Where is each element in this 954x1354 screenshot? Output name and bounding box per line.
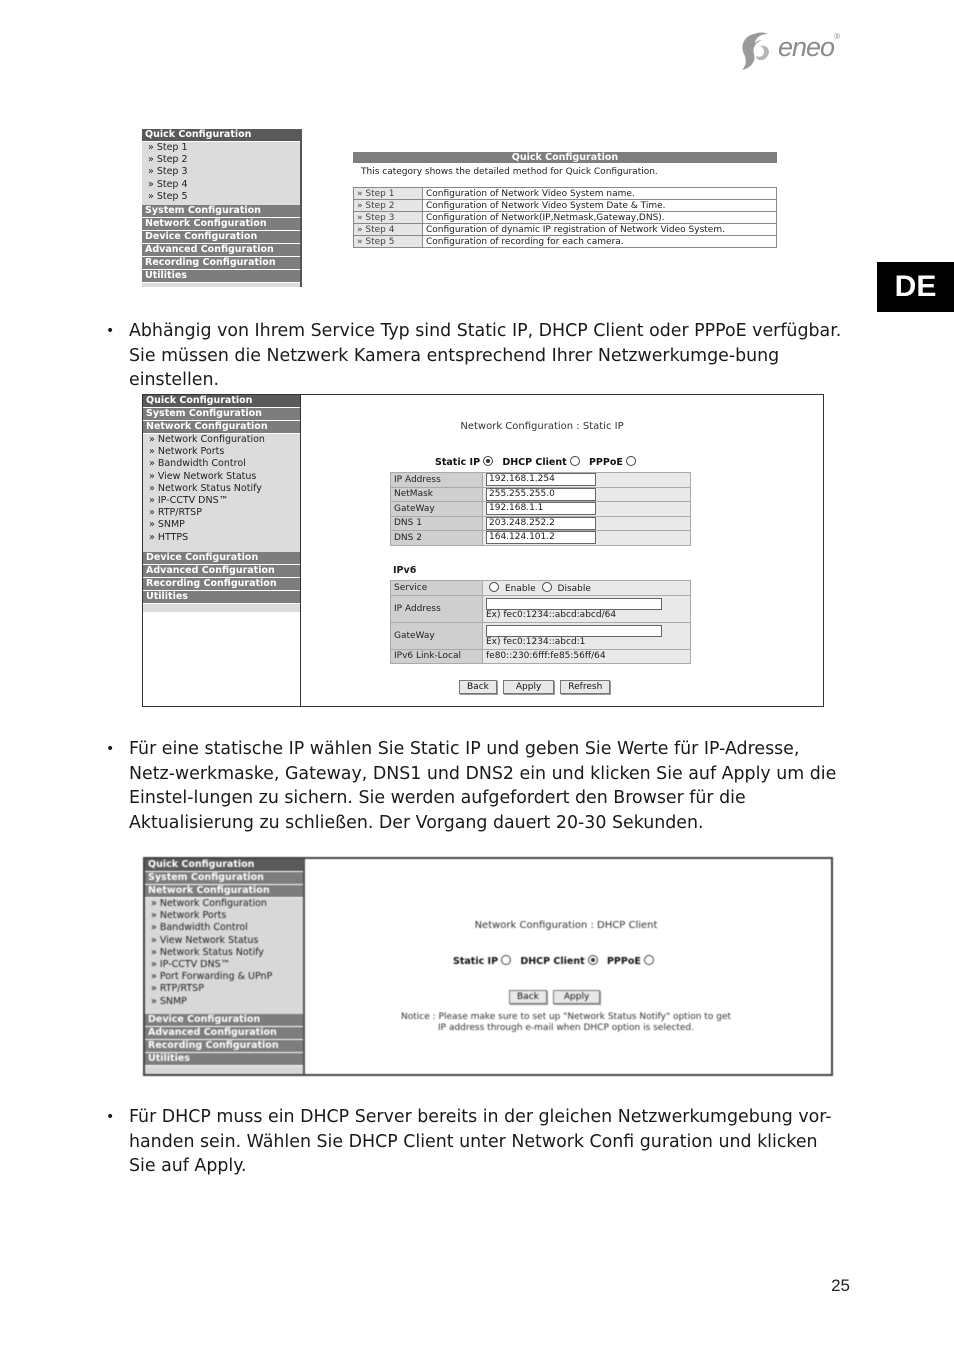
bullet-text: Für eine statische IP wählen Sie Static IP und geben Sie Werte für IP-Adresse, Netz-werkmaske, Gateway, DNS1 und DNS2 ein und klicken Sie auf Apply um die Einstel-lungen zu sichern. Sie werden aufgefordert den Browser für die Aktualisierung zu schließen. Der Vorgang dauert 20-30 Sekunden. [129, 739, 837, 833]
dhcp-sidebar [145, 859, 305, 1074]
bullet-dot: • [106, 741, 115, 757]
sidebar-item-view-network-status[interactable]: » View Network Status [149, 470, 257, 482]
eneo-logo [740, 30, 850, 72]
sidebar-section-system[interactable]: System Configuration [145, 872, 303, 885]
static-ip-label: Static IP [453, 956, 499, 967]
table-row [354, 188, 777, 200]
sidebar-section-device[interactable]: Device Configuration [145, 1014, 303, 1027]
sidebar-blank-area [143, 612, 300, 706]
table-row [354, 212, 777, 224]
sidebar-section-network[interactable]: Network Configuration [145, 885, 303, 898]
logo-registered-mark: ® [834, 32, 839, 41]
quick-config-steps-table [353, 187, 777, 248]
connection-mode-row [435, 456, 642, 468]
static-ip-radio[interactable] [483, 456, 493, 466]
sidebar-section-advanced[interactable]: Advanced Configuration [145, 1027, 303, 1040]
sidebar-item-step-1[interactable]: » Step 1 [148, 142, 188, 153]
ip-address-label: IP Address [391, 473, 483, 488]
sidebar-section-utilities[interactable]: Utilities [145, 1053, 303, 1066]
ipv6-enable-radio[interactable] [489, 582, 499, 592]
network-config-title: Network Configuration : Static IP [460, 421, 624, 432]
sidebar-item-step-4[interactable]: » Step 4 [148, 178, 188, 190]
bullet-dot: • [106, 323, 115, 339]
language-tab: DE [877, 262, 954, 312]
bullet-text: Für DHCP muss ein DHCP Server bereits in der gleichen Netzwerkumgebung vor-handen sein. Wählen Sie DHCP Client unter Network Confi guration und klicken Sie auf Apply. [129, 1107, 832, 1177]
ipv6-ip-example: Ex) fec0:1234::abcd:abcd/64 [486, 609, 617, 620]
ipv6-heading: IPv6 [393, 565, 417, 576]
ip-address-input[interactable]: 192.168.1.254 [486, 473, 596, 486]
apply-button[interactable]: Apply [553, 990, 600, 1004]
netmask-input[interactable]: 255.255.255.0 [486, 488, 596, 501]
sidebar-section-system[interactable]: System Configuration [142, 205, 300, 218]
gateway-input[interactable]: 192.168.1.1 [486, 502, 596, 515]
back-button[interactable]: Back [509, 990, 547, 1004]
sidebar-item-port-forwarding[interactable]: » Port Forwarding & UPnP [151, 971, 273, 983]
table-row [391, 581, 691, 596]
step-cell[interactable]: » Step 5 [354, 236, 423, 248]
sidebar-item-snmp[interactable]: » SNMP [149, 519, 185, 531]
bullet-text: Abhängig von Ihrem Service Typ sind Static IP, DHCP Client oder PPPoE verfügbar. Sie müssen die Netzwerk Kamera entsprechend Ihrer Netzwerkumge-bung einstellen. [129, 321, 842, 391]
step-description: Configuration of Network Video System Date & Time. [423, 200, 777, 212]
step-description: Configuration of dynamic IP registration of Network Video System. [423, 224, 777, 236]
step-cell[interactable]: » Step 4 [354, 224, 423, 236]
network-config-sidebar [143, 395, 301, 706]
step-cell[interactable]: » Step 3 [354, 212, 423, 224]
ipv6-link-local-value: fe80::230:6fff:fe85:56ff/64 [483, 649, 691, 664]
gateway-label: GateWay [391, 502, 483, 517]
sidebar-section-device[interactable]: Device Configuration [142, 231, 300, 244]
back-button[interactable]: Back [459, 680, 497, 694]
pppoe-label: PPPoE [606, 956, 641, 967]
step-description: Configuration of Network(IP,Netmask,Gateway,DNS). [423, 212, 777, 224]
table-row [391, 487, 691, 502]
bullet-paragraph-2 [106, 737, 846, 835]
sidebar-item-https[interactable]: » HTTPS [149, 531, 189, 543]
sidebar-section-quick[interactable]: Quick Configuration [145, 859, 303, 872]
table-row [391, 595, 691, 622]
netmask-label: NetMask [391, 487, 483, 502]
table-row [354, 224, 777, 236]
pppoe-radio[interactable] [626, 456, 636, 466]
ipv6-enable-label: Enable [505, 583, 536, 594]
dhcp-client-radio[interactable] [588, 955, 598, 965]
ipv6-settings-table [390, 580, 691, 664]
bullet-dot: • [106, 1109, 115, 1125]
sidebar-item-ip-cctv-dns[interactable]: » IP-CCTV DNS™ [151, 958, 231, 970]
sidebar-item-rtp-rtsp[interactable]: » RTP/RTSP [151, 983, 204, 995]
quick-config-description: This category shows the detailed method for Quick Configuration. [361, 167, 658, 177]
sidebar-item-network-status-notify[interactable]: » Network Status Notify [151, 946, 264, 958]
table-row [354, 236, 777, 248]
quick-config-title: Quick Configuration [353, 152, 777, 163]
sidebar-item-bandwidth-control[interactable]: » Bandwidth Control [149, 458, 246, 470]
sidebar-section-advanced[interactable]: Advanced Configuration [143, 565, 300, 578]
bullet-paragraph-3 [106, 1105, 846, 1179]
table-row [391, 516, 691, 531]
dns1-label: DNS 1 [391, 516, 483, 531]
sidebar-item-step-5[interactable]: » Step 5 [148, 190, 188, 202]
dhcp-notice-line-1: Notice : Please make sure to set up "Network Status Notify" option to get [401, 1012, 731, 1022]
ipv6-service-label: Service [391, 581, 483, 596]
sidebar-item-step-3[interactable]: » Step 3 [148, 166, 188, 178]
sidebar-section-advanced[interactable]: Advanced Configuration [142, 244, 300, 257]
sidebar-item-rtp-rtsp[interactable]: » RTP/RTSP [149, 507, 202, 519]
sidebar-item-network-status-notify[interactable]: » Network Status Notify [149, 482, 262, 494]
static-ip-button-row [459, 674, 616, 694]
sidebar-section-quick[interactable]: Quick Configuration [143, 395, 300, 408]
static-ip-label: Static IP [435, 457, 481, 468]
sidebar-section-device[interactable]: Device Configuration [143, 552, 300, 565]
logo-text: eneo [778, 32, 835, 62]
dhcp-client-label: DHCP Client [502, 457, 567, 468]
table-row [391, 473, 691, 488]
pppoe-radio[interactable] [644, 955, 654, 965]
ipv6-disable-label: Disable [557, 583, 591, 594]
ipv6-gateway-label: GateWay [391, 622, 483, 649]
dhcp-client-label: DHCP Client [520, 956, 585, 967]
eneo-logo-mark [740, 30, 774, 70]
sidebar-item-snmp[interactable]: » SNMP [151, 995, 187, 1007]
step-cell[interactable]: » Step 1 [354, 188, 423, 200]
sidebar-section-recording[interactable]: Recording Configuration [142, 257, 300, 270]
table-row [391, 502, 691, 517]
ipv6-ip-address-input[interactable] [486, 598, 662, 610]
ipv4-settings-table [390, 472, 691, 546]
quick-config-panel [353, 152, 777, 248]
sidebar-header-quick-configuration[interactable]: Quick Configuration [142, 129, 300, 142]
dns1-input[interactable]: 203.248.252.2 [486, 517, 596, 530]
sidebar-item-network-ports[interactable]: » Network Ports [149, 446, 225, 458]
pppoe-label: PPPoE [588, 457, 623, 468]
sidebar-section-recording[interactable]: Recording Configuration [143, 578, 300, 591]
sidebar-section-system[interactable]: System Configuration [143, 408, 300, 421]
dhcp-notice-line-2: IP address through e-mail when DHCP option is selected. [438, 1023, 694, 1033]
step-description: Configuration of Network Video System name. [423, 188, 777, 200]
static-ip-radio[interactable] [501, 955, 511, 965]
ipv6-gateway-input[interactable] [486, 625, 662, 637]
sidebar-item-network-ports[interactable]: » Network Ports [151, 910, 227, 922]
table-row [391, 649, 691, 664]
refresh-button[interactable]: Refresh [560, 680, 610, 694]
sidebar-item-network-configuration[interactable]: » Network Configuration [151, 898, 267, 909]
bullet-paragraph-1 [106, 319, 846, 393]
apply-button[interactable]: Apply [503, 680, 554, 694]
table-row [391, 531, 691, 546]
sidebar-section-network[interactable]: Network Configuration [143, 421, 300, 434]
sidebar-item-view-network-status[interactable]: » View Network Status [151, 934, 259, 946]
dns2-label: DNS 2 [391, 531, 483, 546]
table-row [391, 622, 691, 649]
dns2-input[interactable]: 164.124.101.2 [486, 531, 596, 544]
sidebar-section-utilities[interactable]: Utilities [143, 591, 300, 604]
quick-config-sidebar [142, 129, 302, 287]
ipv6-gateway-example: Ex) fec0:1234::abcd:1 [486, 636, 586, 647]
ipv6-disable-radio[interactable] [542, 582, 552, 592]
ipv6-link-local-label: IPv6 Link-Local [391, 649, 483, 664]
page-number: 25 [831, 1276, 850, 1295]
dhcp-config-title: Network Configuration : DHCP Client [474, 920, 658, 931]
dhcp-client-radio[interactable] [570, 456, 580, 466]
sidebar-section-recording[interactable]: Recording Configuration [145, 1040, 303, 1053]
sidebar-item-network-configuration[interactable]: » Network Configuration [149, 434, 265, 445]
sidebar-item-step-2[interactable]: » Step 2 [148, 154, 188, 166]
sidebar-item-bandwidth-control[interactable]: » Bandwidth Control [151, 922, 248, 934]
step-cell[interactable]: » Step 2 [354, 200, 423, 212]
sidebar-section-utilities[interactable]: Utilities [142, 270, 300, 283]
sidebar-item-ip-cctv-dns[interactable]: » IP-CCTV DNS™ [149, 494, 229, 506]
step-description: Configuration of recording for each camera. [423, 236, 777, 248]
table-row [354, 200, 777, 212]
sidebar-section-network[interactable]: Network Configuration [142, 218, 300, 231]
dhcp-button-row [509, 984, 606, 1004]
dhcp-connection-mode-row [453, 955, 660, 967]
ipv6-ip-address-label: IP Address [391, 595, 483, 622]
dhcp-notice [303, 1012, 829, 1034]
